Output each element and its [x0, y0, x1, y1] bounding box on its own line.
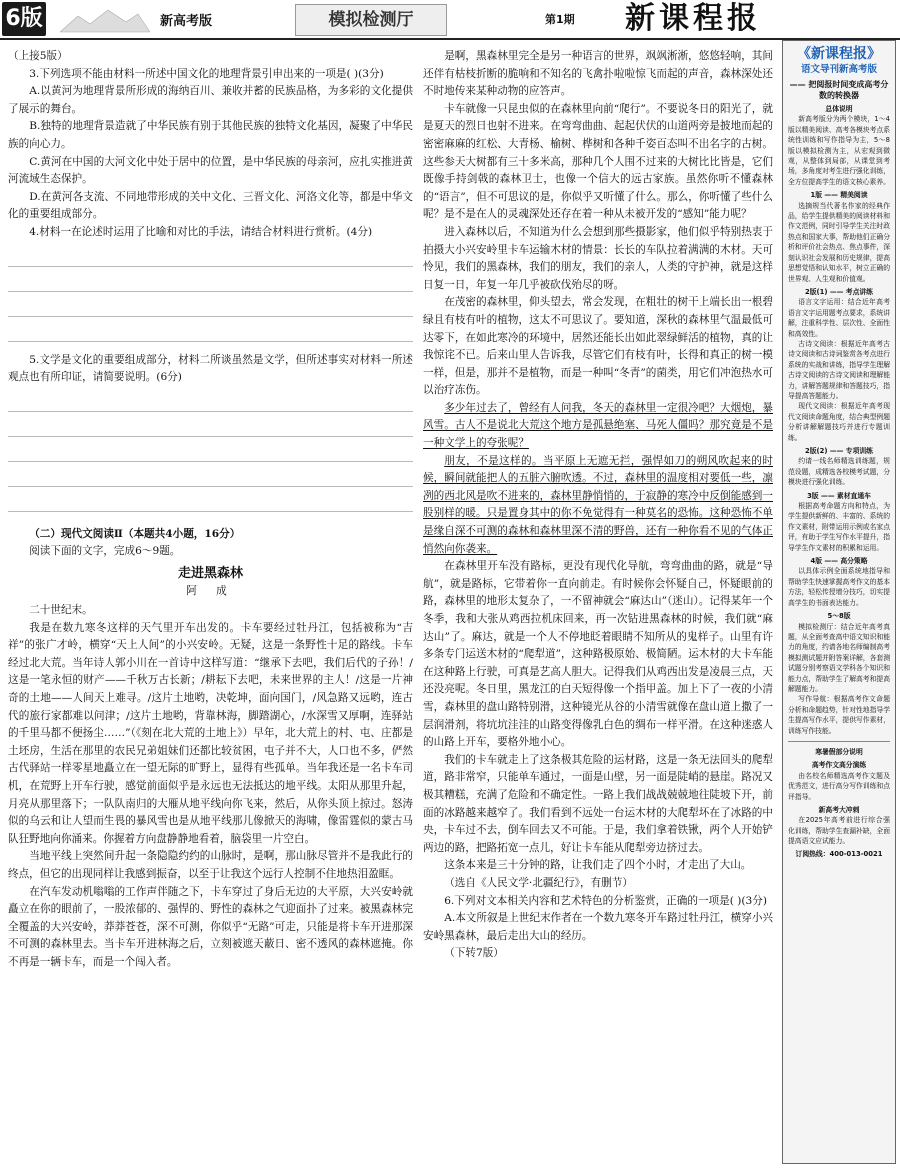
sidebar-heading: 4版 —— 高分策略	[810, 557, 868, 566]
article-title: 走进黑森林	[177, 565, 243, 581]
sidebar-heading: 高考作文高分演练	[811, 761, 867, 770]
issue-number: 第1期	[545, 13, 575, 26]
sidebar-text: 古诗文阅读：根据近年高考古诗文阅读和古诗词鉴赏各考点进行系统的实战和讲练，指导学生理解古诗文阅读的古诗文阅读和理解能力，讲解答题规律和答题技巧，指导提高答题能力。	[788, 339, 890, 400]
article-paragraph: 卡车就像一只昆虫似的在森林里向前“爬行”。不要说冬日的阳光了，就是夏天的烈日也射不进来。在弯弯曲曲、起起伏伏的山道两旁是披地而起的密密麻麻的红松、大青杨、榆树、桦树和各种千姿百态叫不出名字的古树。这些参天大树都有三十多米高，那种几个人围不过来的大树比比皆是，它们既像手持剑戟的森林卫士，也像一个信大的远古家族。虽然你听不懂森林的“语言”，但不可思议的是，你似乎又听懂了什么。那么，你听懂了些什么呢？是不是在人的灵魂深处还存在着一种从未被开发的“感知”能力呢？	[423, 102, 773, 221]
article-paragraph: 在森林里开车没有路标，更没有现代化导航，弯弯曲曲的路，就是“导航”，就是路标，它带着你一直向前走。有时候你会怀疑自己，怀疑眼前的路，森林里的地形太复杂了，一不留神就会“麻达山”（迷山）。记得某年一个冬季，我和大张从鸡西拉机床回来，再一次钻进黑森林的时候，我们就“麻达山”了。麻达，就是一个人不停地眨着眼睛不知所从的鬼样子。山里有许多条专门运送木材的“爬犁道”，这种路极原始、极简陋。运木材的大卡车能在这种路上行驶，可真是艺高人胆大。记得我们从鸡西出发是凌晨三点，天还没亮呢。冬日里，黑龙江的白天短得像一个指甲盖。加上下了一夜的小清雪，森林里的盘山路特别滑，这种镜光从谷的小清雪就像在盘山道上撒了一层润滑剂，将坑坑洼洼的山路变得像乳白色的绸布一样平滑。在这种迷惑人的山路上开车，要格外地小心。	[423, 560, 773, 749]
article-paragraph: 当地平线上突然间升起一条隐隐约约的山脉时，是啊，那山脉尽管并不是我此行的终点，但它的出现同样让我感到振奋，以至于让我这个远行人控制不住地热泪盈眶。	[8, 850, 413, 880]
sidebar-heading: 总体说明	[825, 105, 853, 113]
sidebar-heading: 5～8版	[827, 612, 851, 621]
sidebar-heading: 2版(2) —— 专项训练	[805, 447, 873, 455]
question-4: 4.材料一在论述时运用了比喻和对比的手法，请结合材料进行赏析。(4分)	[29, 225, 373, 238]
article-paragraph: 是啊，黑森林里完全是另一种语言的世界，飒飒淅淅，悠悠轻响，其间还伴有枯枝折断的脆响和不知名的飞禽扑啦啦惊飞而起的声音，森林深处还不时地传来某种动物的应答声。	[423, 50, 773, 98]
column-title: 模拟检测厅	[295, 4, 447, 36]
sidebar-heading: 新高考大冲刺	[818, 806, 860, 814]
sidebar-heading: 1版 —— 精美阅读	[810, 191, 868, 200]
sidebar-divider	[788, 741, 890, 742]
continued-note: （上接5版）	[8, 50, 68, 62]
sidebar-subtitle: 语文导刊新高考版	[800, 64, 877, 75]
article-paragraph: 二十世纪末。	[29, 604, 93, 617]
sidebar-text: 现代文阅读：根据近年高考现代文阅读命题角度，结合典型例题分析讲解解题技巧并进行专题训练。	[788, 402, 890, 442]
sidebar-text: 由名校名师精选高考作文题及优秀范文，进行高分写作训练和点评指导。	[788, 771, 890, 801]
article-paragraph: 我是在数九寒冬这样的天气里开车出发的。卡车要经过牡丹江，包括被称为“吉祥”的张广才岭，横穿“天上人间”的小兴安岭。无疑，这是一条野性十足的路线。卡车经过北大荒。当年诗人郭小川在一首诗中这样写道：“继承下去吧，我们后代的子孙！/这是一笔永恒的财产——千秋万古长新；/耕耘下去吧，未来世界的主人！/这是一片神奇的土地——人间天上难寻。/这片土地哟，决乾坤，面向国门，/风急路又远哟，连古代的旅行家都难以问津；/这片土地哟，背靠林海，脚踏湖心，/水深雪又厚啊，连驿站的千里马都不便扬尘……”（《刻在北大荒的土地上》）早年，北大荒上的村、屯、庄都是土坯房，生活在那里的农民兄弟姐妹们还都比较贫困，屯子并不大，人口也不多，俨然古代驿站一样零星地矗立在一望无际的旷野上，显得有些孤单。当年我还是一名卡车司机，在荒野上开车行驶，感觉前面似乎是永远也无法抵达的地平线。太阳从那里升起，月亮从那里落下；一队队南归的大雁从地平线向你飞来，然后，从你头顶上掠过。怒涛似的乌云和让人望而生畏的暴风雪也是从地平线那儿像掀天的海啸，像雷霆似的蒙古马队狂野地向你涌来。你握着方向盘静静地看着，脑袋里一片空白。	[8, 621, 413, 845]
sidebar-text: 写作导航：根据高考作文命题分析和命题趋势，针对性地指导学生提高写作水平，提供写作素材，训练写作技能。	[788, 695, 890, 735]
article-author: 阿 成	[186, 584, 235, 597]
middle-column	[423, 48, 773, 963]
sidebar-heading: 3版 —— 素材直通车	[807, 491, 871, 500]
article-paragraph: 这条本来是三十分钟的路，让我们走了四个小时，才走出了大山。	[444, 859, 752, 872]
sidebar-text: 模拟检测厅：结合近年高考真题，从全面考查高中语文知识和能力的角度，约请各地名师编制高考模拟测试题并附答案详解，各套测试题分别考察语文学科各个知识和能力点，帮助学生了解高考和提高解题能力。	[788, 622, 890, 693]
sidebar-text: 新高考版分为两个模块，1～4版以精美阅读、高考各模块考点系统性训练和写作指导为主，5～8版以模拟检测为主，从宏观到微观，从整体到局部，从课堂到考场，多角度对考生进行强化训练，全方位提高学生的语文核心素养。	[788, 115, 890, 186]
option-6a: A.本文所叙是上世纪末作者在一个数九寒冬开车路过牡丹江，横穿小兴安岭黑森林，最后走出大山的经历。	[423, 912, 774, 942]
sidebar-heading: 2版(1) —— 考点讲练	[805, 287, 873, 296]
header-rule	[0, 38, 900, 40]
mountain-decoration-icon	[60, 6, 150, 34]
section-heading: （二）现代文阅读Ⅱ（本题共4小题，16分）	[29, 527, 241, 540]
sidebar-heading: 寒暑假部分说明	[815, 747, 863, 756]
option-3a: A.以黄河为地理背景所形成的海纳百川、兼收并蓄的民族品格，为多彩的文化提供了展示的舞台。	[8, 85, 413, 115]
article-paragraph: 进入森林以后，不知道为什么会想到那些摄影家，他们似乎特别热衷于拍摄大小兴安岭里卡车运输木材的情景：长长的车队拉着满满的木材。天可怜见，我们的黑森林，我们的朋友，我们的亲人，人类的守护神，就是这样日复一日，年复一年几乎被砍伐殆尽的呀。	[423, 225, 773, 291]
edition-label: 新高考版	[160, 14, 213, 29]
question-3: 3.下列选项不能由材料一所述中国文化的地理背景引申出来的一项是( )(3分)	[29, 67, 384, 80]
sidebar-text: 以具体示例全面系统地指导和帮助学生快速掌握高考作文的基本方法，轻松传授增分技巧，切实提高学生的书面表达能力。	[788, 567, 890, 607]
question-5: 5.文学是文化的重要组成部分，材料二所谈虽然是文学，但所述事实对材料一所述观点也有所印证，请简要说明。(6分)	[8, 353, 413, 384]
sidebar-info-panel	[782, 40, 896, 1164]
left-column	[8, 48, 413, 972]
page-number-badge: 6版	[2, 2, 46, 36]
article-paragraph: 在汽车发动机嗡嗡的工作声伴随之下，卡车穿过了身后无边的大平原，大兴安岭就矗立在你的眼前了，一股浓郁的、强悍的、野性的森林之气迎面扑了过来。被黑森林完全覆盖的大兴安岭，莽莽苍苍，深不可测，你似乎“无路”可走，只能是将卡车开进那深不可测的森林里去。当卡车开进林海之后，立刻被遮天蔽日、密不透风的森林遮掩。你不再是一辆卡车，而是一个闯入者。	[8, 885, 413, 968]
article-paragraph-underlined: 朋友，不是这样的。当平原上无遮无拦，强悍如刀的朔风吹起来的时候，瞬间就能把人的五脏六腑吹透。不过，森林里的温度相对要低一些，凛冽的西北风是吹不进来的，森林里静悄悄的，于寂静的寒冷中反倒能感到一股别样的暖。只是置身其中的你不免觉得有一种莫名的恐怖。这种恐怖不单是缘自深不可测的森林和森林里深不清的野兽，还有一种你看不见的气体正悄然向你袭来。	[423, 454, 773, 555]
sidebar-text: 约请一线名师精选训练题，规范设题，成精选各校模考试题，分模块进行强化训练。	[788, 457, 890, 487]
option-3c: C.黄河在中国的大河文化中处于居中的位置，是中华民族的母亲河，应扎实推进黄河流域生态保护。	[8, 155, 413, 186]
subscription-phone: 订阅热线：400-013-0021	[795, 849, 883, 858]
option-3d: D.在黄河各支流、不同地带形成的关中文化、三晋文化、河洛文化等，都是中华文化的重要组成部分。	[8, 190, 413, 221]
article-paragraph: 在茂密的森林里，仰头望去，常会发现，在粗壮的树干上端长出一根碧绿且有枝有叶的植物，这太不可思议了。要知道，深秋的森林里气温最低可达零下，在如此寒冷的环境中，居然还能长出如此翠绿鲜活的植物，真的让我惊诧不已。后来山里人告诉我，尽管它们有枝有叶，长得和真正的树一模一样，但是，那并不是植物，而是一种叫“冬青”的菌类，用它们冲泡热水可以治疗冻伤。	[423, 296, 773, 397]
article-source: （选自《人民文学·北疆纪行》，有删节）	[444, 876, 633, 889]
answer-lines-q4[interactable]	[8, 265, 413, 342]
sidebar-slogan: —— 把阅报时间变成高考分数的转换器	[789, 80, 889, 100]
page-header	[0, 0, 900, 38]
continued-to-note: （下转7版）	[444, 947, 504, 960]
article-paragraph: 我们的卡车就走上了这条极其危险的运材路，这是一条无法回头的爬犁道，路非常窄，只能单车通过，一面是山壁，另一面是陡峭的悬崖。路况又极其糟糕，充满了危险和不确定性。一路上我们战战兢兢地往陡坡下开，前面的冰路越来越窄了。我们看到不远处一台运木材的大爬犁坏在了冰路的中央，卡车过不去，倒车回去又不可能。于是，我们拿着铁锹，两个人开始铲两边的路，把路拓宽一点儿，好让卡车能从爬犁旁边挤过去。	[423, 753, 773, 854]
sidebar-text: 选摘规当代著名作家的经典作品，给学生提供精美的阅读材料和作文范例，同时引导学生关注时政热点和国家大事，帮助他们正确分析和评价社会热点、焦点事件，深刻认识社会发展和历史规律，提高思想觉悟和认知水平，树立正确的世界观、人生观和价值观。	[788, 201, 890, 283]
sidebar-brand: 《新课程报》	[797, 46, 881, 62]
option-3b: B.独特的地理背景造就了中华民族有别于其他民族的独特文化基因，凝聚了中华民族的向心力。	[8, 120, 413, 150]
sidebar-text: 根据高考命题方向和特点，为学生提供新鲜的、丰富的、系统的作文素材，附带运用示例或名家点评，有助于学生写作水平提升，指导学生作文素材的积累和运用。	[788, 502, 890, 552]
sidebar-text: 在2025年高考前进行综合强化训练，帮助学生查漏补缺，全面提高语文应试能力。	[788, 816, 890, 846]
question-6: 6.下列对文本相关内容和艺术特色的分析鉴赏，正确的一项是( )(3分)	[444, 894, 767, 907]
newspaper-name: 新课程报	[625, 1, 761, 36]
reading-instruction: 阅读下面的文字，完成6～9题。	[29, 545, 181, 558]
answer-lines-q5[interactable]	[8, 410, 413, 512]
article-paragraph-underlined: 多少年过去了，曾经有人问我，冬天的森林里一定很冷吧？大烟炮，暴风雪。古人不是说北大荒这个地方是孤悬绝塞、马死人僵吗？那究竟是不是一种文学上的夸张呢？	[423, 401, 773, 450]
sidebar-text: 语言文字运用：结合近年高考语言文字运用题考点要求，系统讲解，注重科学性、层次性、全面性和高效性。	[788, 298, 890, 338]
